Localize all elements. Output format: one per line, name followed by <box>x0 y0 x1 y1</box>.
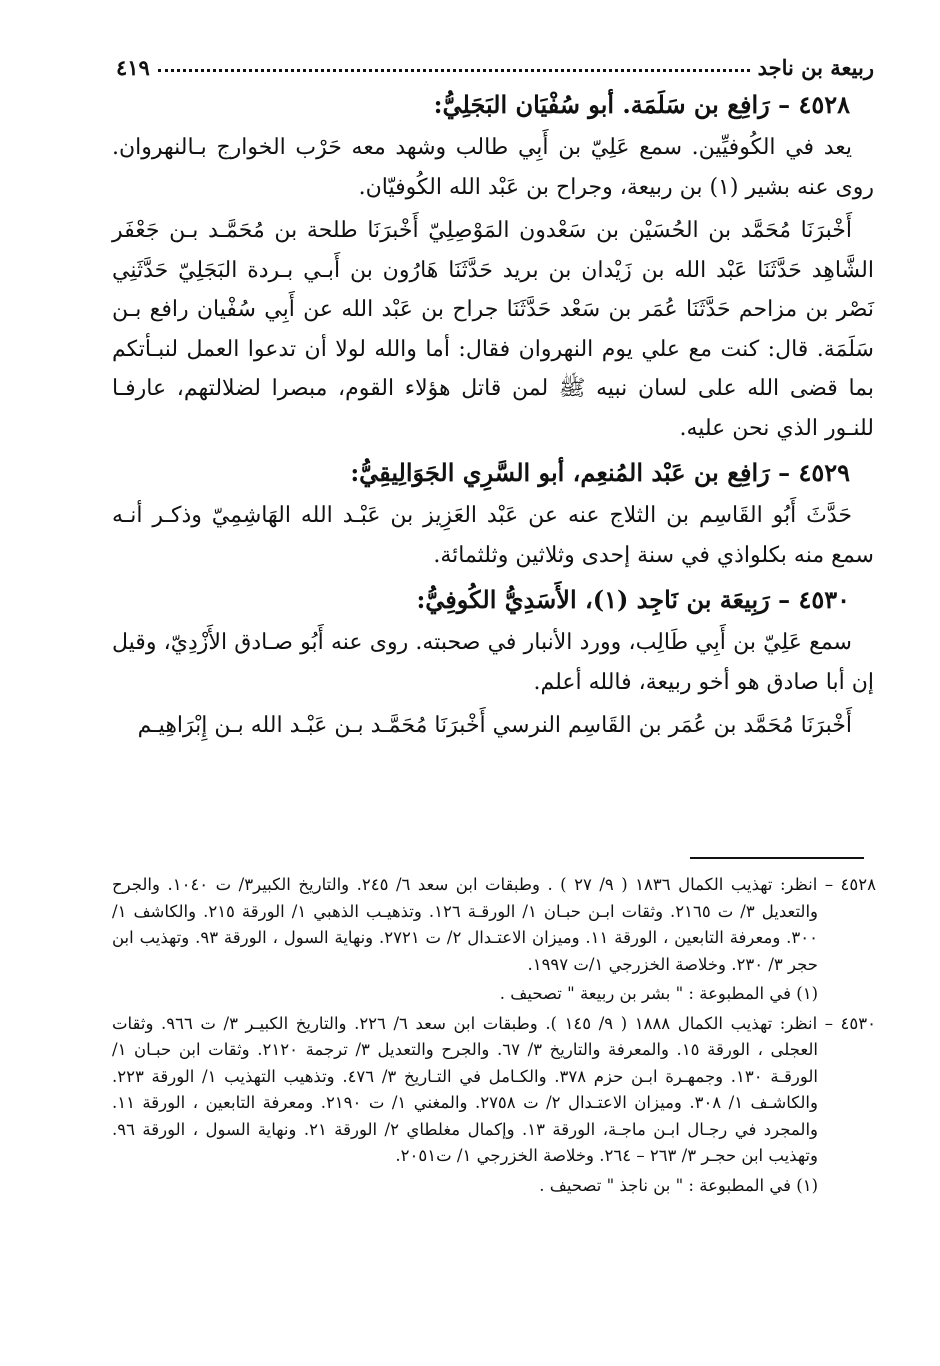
footnote-4530-sub: (١) في المطبوعة : " بن ناجذ " تصحيف . <box>539 1175 818 1195</box>
entry-paragraph: حَدَّثَ أَبُو القَاسِم بن الثلاج عنه عن عَبْد العَزِيز بن عَبْـد الله الهَاشِمِيّ وذكـر أنـه سمع منه بكلواذي في سنة إحدى وثلاثين وثلثمائة. <box>112 503 874 568</box>
running-title: ربيعة بن ناجد <box>757 55 874 80</box>
footnote-divider <box>690 857 864 859</box>
entry-heading-4529: ٤٥٢٩ – رَافِع بن عَبْد المُنعِم، أبو السَّرِي الجَوَالِيقِيُّ: <box>350 458 850 487</box>
footnote-4530: ٤٥٣٠ – انظر: تهذيب الكمال ١٨٨٨ ( ٩/ ١٤٥ ). وطبقات ابن سعد ٦/ ٢٢٦. والتاريخ الكبيـر ٣/ ت ٩٦٦. وثقات العجلى ، الورقة ١٥. والمعرفة والتاريخ ٣/ ٦٧. والجرح والتعديل ٣/ ترجمة ٢١٢٠. وثقات ابن حبـان ١/ الورقـة ١٣٠. وجمهـرة ابـن حزم ٣٧٨. والكـامل في التـاريخ ٣/ ٤٧٦. وتذهيب التهذيب ١/ الورقة ٢٢٣. والكاشـف ١/ ٣٠٨. وميزان الاعتـدال ٢/ ت ٢٧٥٨. والمغني ١/ ت ٢١٩٠. ومعرفة التابعين ، الورقة ١١. والمجرد في رجـال ابـن ماجـة، الورقة ١٣. وإكمال مغلطاي ٢/ الورقة ٢١. ونهاية السول ، الورقة ٩٦. وتهذيب ابن حجـر ٣/ ٢٦٣ – ٢٦٤. وخلاصة الخزرجي ١/ ت٢٠٥١. <box>112 1013 876 1165</box>
header-dot-leader <box>158 68 750 72</box>
page-number: ٤١٩ <box>116 55 150 80</box>
entry-paragraph: يعد في الكُوفيِّين. سمع عَلِيّ بن أَبِي طالب وشهد معه حَرْب الخوارج بـالنهروان. روى عنه بشير (١) بن ربيعة، وجراح بن عَبْد الله الكُوفيّان. <box>112 135 874 200</box>
entry-paragraph: أَخْبرَنَا مُحَمَّد بن عُمَر بن القَاسِم النرسي أَخْبرَنَا مُحَمَّـد بـن عَبْـد الله بـن إِبْرَاهِيـم <box>137 713 852 738</box>
footnote-4528-sub: (١) في المطبوعة : " بشر بن ربيعة " تصحيف . <box>499 984 818 1003</box>
footnote-4528: ٤٥٢٨ – انظر: تهذيب الكمال ١٨٣٦ ( ٩/ ٢٧ ) . وطبقات ابن سعد ٦/ ٢٤٥. والتاريخ الكبير٣/ ت ١٠٤٠. والجرح والتعديل ٣/ ت ٢١٦٥. وثقات ابـن حبـان ١/ الورقـة ١٢٦. وتذهيـب الذهبي ١/ الورقة ٢١٥. والكاشف ١/ ٣٠٠. ومعرفة التابعين ، الورقة ١١. وميزان الاعتـدال ٢/ ت ٢٧٢١. ونهاية السول ، الورقة ٩٣. وتهذيب ابن حجر ٣/ ٢٣٠. وخلاصة الخزرجي ١/ت ١٩٩٧. <box>112 875 876 974</box>
entry-heading-4528: ٤٥٢٨ – رَافِع بن سَلَمَة. أبو سُفْيَان البَجَلِيُّ: <box>433 90 850 119</box>
footnotes <box>112 872 876 1202</box>
entry-heading-4530: ٤٥٣٠ – رَبِيعَة بن نَاجِد (١)، الأَسَدِيُّ الكُوفِيُّ: <box>416 585 850 614</box>
entry-paragraph: سمع عَلِيّ بن أَبِي طَالِب، وورد الأنبار في صحبته. روى عنه أَبُو صـادق الأَزْدِيّ، وقيل إن أبا صادق هو أخو ربيعة، فالله أعلم. <box>112 630 874 695</box>
entry-paragraph: أَخْبرَنَا مُحَمَّد بن الحُسَيْن بن سَعْدون المَوْصِلِيّ أَخْبرَنَا طلحة بن مُحَمَّـد بـن جَعْفَر الشَّاهِد حَدَّثَنَا عَبْد الله بن زَيْدان بن بريد حَدَّثَنَا هَارُون بن أَبـي بـردة البَجَلِيّ حَدَّثَنِي نَصْر بن مزاحم حَدَّثَنَا عُمَر بن سَعْد حَدَّثَنَا جراح بن عَبْد الله عن أَبِي سُفْيان رافع بـن سَلَمَة. قال: كنت مع علي يوم النهروان فقال: أما والله لولا أن تدعوا العمل لنبـأتكم بما قضى الله على لسان نبيه ﷺ لمن قاتل هؤلاء القوم، مبصرا لضلالتهم، عارفـا للنـور الذي نحن عليه. <box>112 218 874 441</box>
running-header <box>116 40 874 80</box>
main-text <box>112 84 874 750</box>
